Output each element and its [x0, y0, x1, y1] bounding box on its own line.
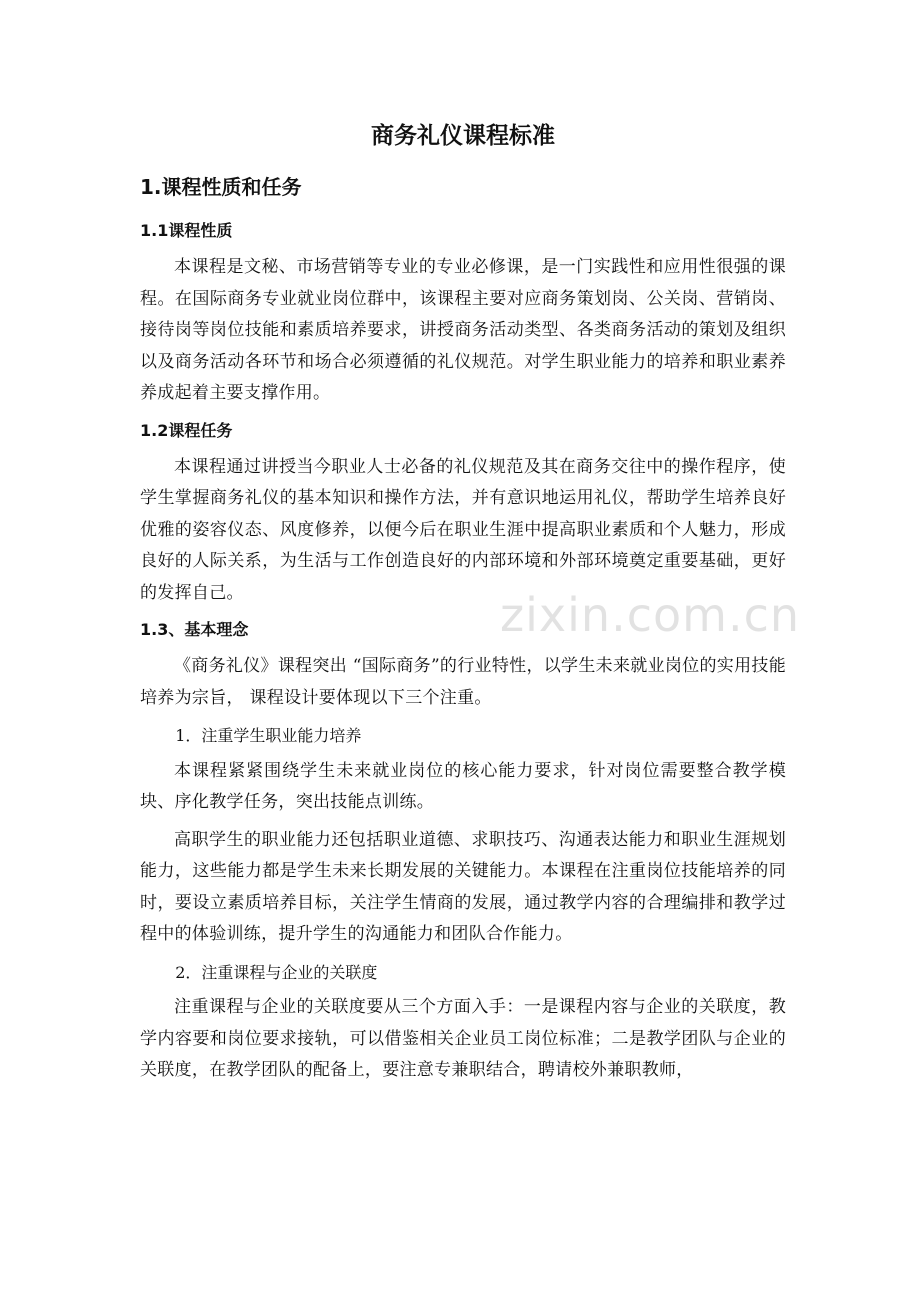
subsection-heading-1-1: 1.1课程性质 — [140, 221, 233, 240]
subsection-heading-1-2: 1.2课程任务 — [140, 420, 233, 440]
list-item-2: 2．注重课程与企业的关联度 — [175, 962, 378, 982]
paragraph-item1-b: 高职学生的职业能力还包括职业道德、求职技巧、沟通表达能力和职业生涯规划能力，这些能力都是学生未来长期发展的关键能力。本课程在注重岗位技能培养的同时，要设立素质培养目标，关注学生情商的发展，通过教学内容的合理编排和教学过程中的体验训练，提升学生的沟通能力和团队合作能力。 — [140, 829, 786, 944]
document-body — [140, 116, 786, 1093]
section-heading-1: 1.课程性质和任务 — [140, 175, 302, 199]
paragraph-item2: 注重课程与企业的关联度要从三个方面入手：一是课程内容与企业的关联度，教学内容要和岗位要求接轨，可以借鉴相关企业员工岗位标准；二是教学团队与企业的关联度，在教学团队的配备上，要注意专兼职结合，聘请校外兼职教师， — [140, 997, 786, 1080]
paragraph-course-tasks: 本课程通过讲授当今职业人士必备的礼仪规范及其在商务交往中的操作程序，使学生掌握商务礼仪的基本知识和操作方法，并有意识地运用礼仪，帮助学生培养良好优雅的姿容仪态、风度修养，以便今后在职业生涯中提高职业素质和个人魅力，形成良好的人际关系，为生活与工作创造良好的内部环境和外部环境奠定重要基础，更好的发挥自己。 — [140, 456, 786, 603]
paragraph-basic-concept: 《商务礼仪》课程突出 “国际商务”的行业特性，以学生未来就业岗位的实用技能培养为宗旨， 课程设计要体现以下三个注重。 — [140, 656, 786, 708]
document-title: 商务礼仪课程标准 — [371, 123, 555, 149]
paragraph-course-nature: 本课程是文秘、市场营销等专业的专业必修课，是一门实践性和应用性很强的课程。在国际商务专业就业岗位群中，该课程主要对应商务策划岗、公关岗、营销岗、接待岗等岗位技能和素质培养要求，讲授商务活动类型、各类商务活动的策划及组织以及商务活动各环节和场合必须遵循的礼仪规范。对学生职业能力的培养和职业素养养成起着主要支撑作用。 — [140, 257, 786, 403]
paragraph-item1-a: 本课程紧紧围绕学生未来就业岗位的核心能力要求，针对岗位需要整合教学模块、序化教学任务，突出技能点训练。 — [140, 760, 786, 812]
subsection-heading-1-3: 1.3、基本理念 — [140, 620, 249, 639]
watermark: zixin.com.cn — [500, 588, 801, 642]
list-item-1: 1．注重学生职业能力培养 — [175, 726, 362, 745]
